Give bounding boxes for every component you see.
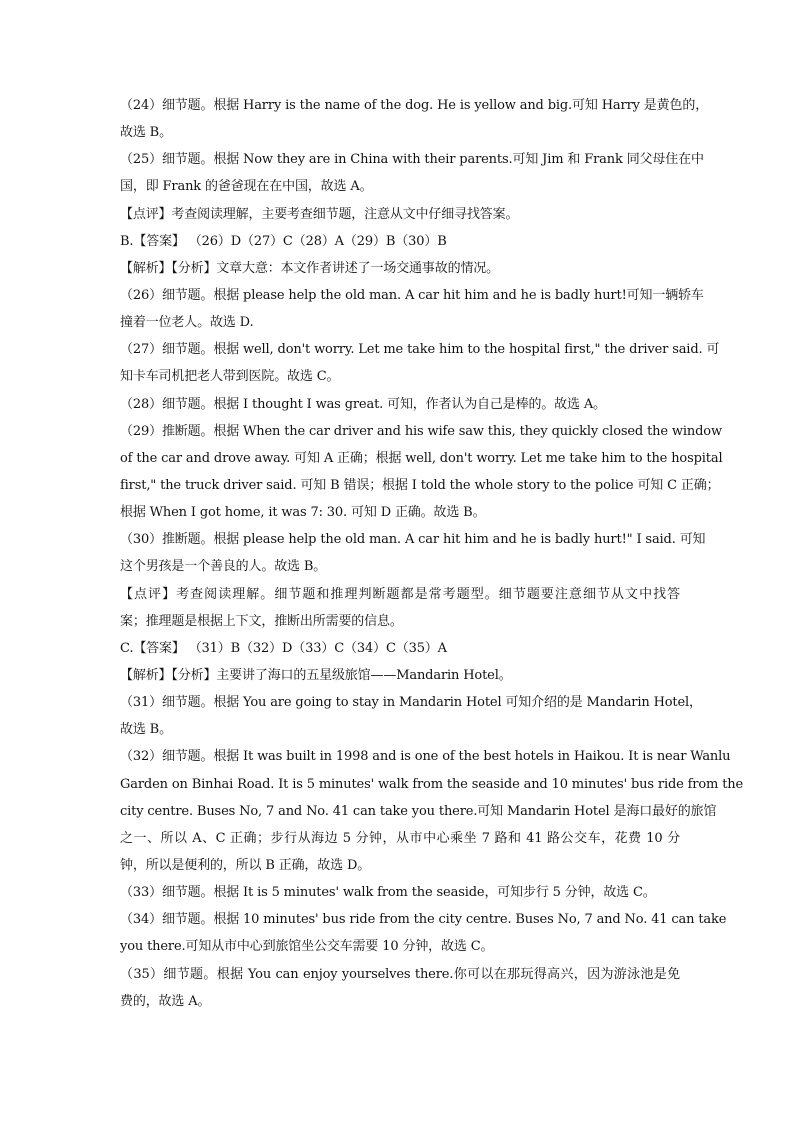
text-line: 【解析】【分析】主要讲了海口的五星级旅馆——Mandarin Hotel。 bbox=[120, 667, 512, 683]
text-line: 费的，故选 A。 bbox=[120, 993, 211, 1009]
text-line: （29）推断题。根据 When the car driver and his wife saw this, they quickly closed the window bbox=[120, 423, 722, 439]
document-page bbox=[120, 92, 744, 1015]
text-line: of the car and drove away. 可知 A 正确；根据 well, don't worry. Let me take him to the hospital bbox=[120, 450, 723, 466]
text-line: B.【答案】 （26）D（27）C（28）A（29）B（30）B bbox=[120, 233, 447, 249]
text-line: 撞着一位老人。故选 D. bbox=[120, 315, 254, 331]
text-line: 故选 B。 bbox=[120, 722, 172, 738]
text-line: （24）细节题。根据 Harry is the name of the dog. He is yellow and big.可知 Harry 是黄色的， bbox=[120, 98, 709, 113]
text-line: （26）细节题。根据 please help the old man. A car hit him and he is badly hurt!可知一辆轿车 bbox=[120, 287, 704, 303]
text-line: 【点评】考查阅读理解，主要考查细节题，注意从文中仔细寻找答案。 bbox=[120, 206, 519, 222]
text-line: 根据 When I got home, it was 7: 30. 可知 D 正确。故选 B。 bbox=[120, 505, 486, 521]
text-line: 之一、所以 A、C 正确；步行从海边 5 分钟，从市中心乘坐 7 路和 41 路公交车，花费 10 分 bbox=[120, 830, 680, 846]
text-line: （30）推断题。根据 please help the old man. A car hit him and he is badly hurt!" I said. 可知 bbox=[120, 532, 706, 548]
text-line: first," the truck driver said. 可知 B 错误；根据 I told the whole story to the police 可知 C 正确； bbox=[120, 477, 720, 493]
text-line: 【解析】【分析】文章大意：本文作者讲述了一场交通事故的情况。 bbox=[120, 260, 500, 276]
text-line: （27）细节题。根据 well, don't worry. Let me take him to the hospital first," the driver said. 可 bbox=[120, 342, 720, 358]
text-line: 钟，所以是便利的，所以 B 正确，故选 D。 bbox=[120, 857, 371, 873]
text-line: 这个男孩是一个善良的人。故选 B。 bbox=[120, 559, 327, 575]
text-line: C.【答案】 （31）B（32）D（33）C（34）C（35）A bbox=[120, 640, 447, 656]
text-line: （33）细节题。根据 It is 5 minutes' walk from the seaside，可知步行 5 分钟，故选 C。 bbox=[120, 885, 656, 901]
text-line: 故选 B。 bbox=[120, 125, 172, 141]
text-line: city centre. Buses No, 7 and No. 41 can take you there.可知 Mandarin Hotel 是海口最好的旅馆 bbox=[120, 803, 717, 819]
text-line: （32）细节题。根据 It was built in 1998 and is one of the best hotels in Haikou. It is near Wanlu bbox=[120, 749, 731, 765]
text-line: 知卡车司机把老人带到医院。故选 C。 bbox=[120, 369, 340, 385]
text-line: （35）细节题。根据 You can enjoy yourselves there.你可以在那玩得高兴，因为游泳池是免 bbox=[120, 966, 680, 982]
text-line: （34）细节题。根据 10 minutes' bus ride from the city centre. Buses No, 7 and No. 41 can take bbox=[120, 912, 727, 928]
text-line: （28）细节题。根据 I thought I was great. 可知，作者认为自己是棒的。故选 A。 bbox=[120, 396, 606, 412]
text-line: （25）细节题。根据 Now they are in China with their parents.可知 Jim 和 Frank 同父母住在中 bbox=[120, 152, 704, 168]
text-line: （31）细节题。根据 You are going to stay in Mandarin Hotel 可知介绍的是 Mandarin Hotel， bbox=[120, 695, 702, 711]
text-line: 国，即 Frank 的爸爸现在在中国，故选 A。 bbox=[120, 179, 373, 195]
text-line: Garden on Binhai Road. It is 5 minutes' walk from the seaside and 10 minutes' bus ride from the bbox=[120, 776, 744, 792]
text-line: 【点评】考查阅读理解。细节题和推理判断题都是常考题型。细节题要注意细节从文中找答 bbox=[120, 586, 680, 602]
text-line: you there.可知从市中心到旅馆坐公交车需要 10 分钟，故选 C。 bbox=[120, 939, 494, 955]
text-line: 案；推理题是根据上下文，推断出所需要的信息。 bbox=[120, 613, 403, 629]
